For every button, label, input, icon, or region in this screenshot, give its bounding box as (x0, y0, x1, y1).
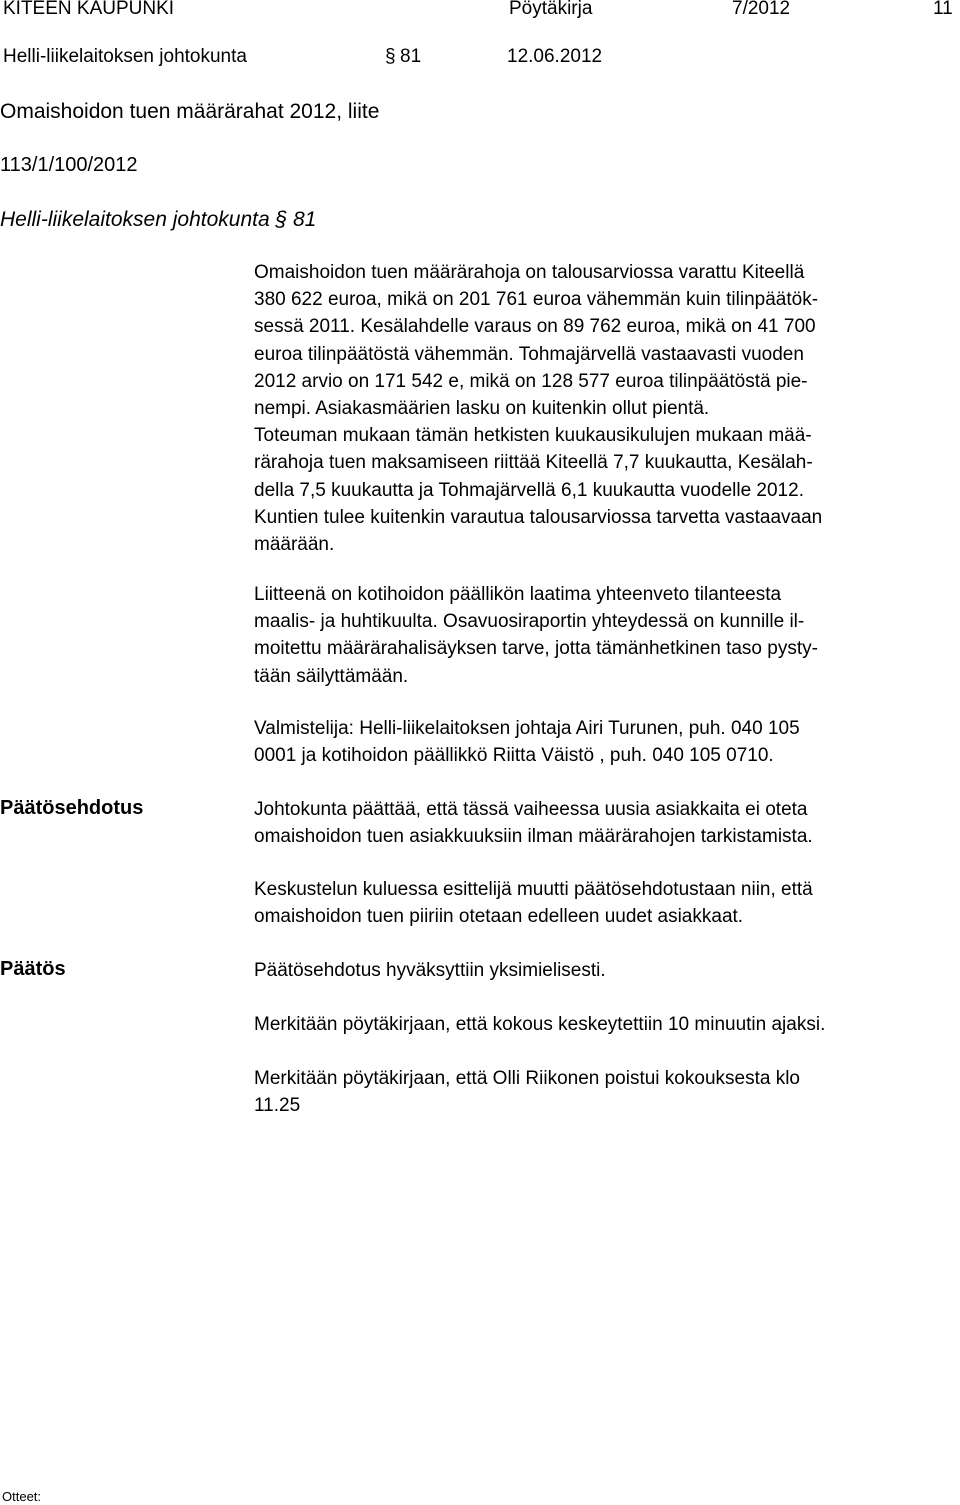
item-title: Omaishoidon tuen määrärahat 2012, liite (0, 100, 380, 123)
text-line: sessä 2011. Kesälahdelle varaus on 89 762 euroa, mikä on 41 700 (254, 316, 816, 338)
text-line: Merkitään pöytäkirjaan, että Olli Riikonen poistui kokouksesta klo (254, 1068, 800, 1089)
doc-type: Pöytäkirja (509, 0, 593, 19)
text-line: Keskustelun kuluessa esittelijä muutti päätösehdotustaan niin, että (254, 879, 813, 900)
paragraph-2 (254, 581, 954, 690)
text-line: Toteuman mukaan tämän hetkisten kuukausikulujen mukaan mää- (254, 425, 812, 447)
text-line: Kuntien tulee kuitenkin varautua talousarviossa tarvetta vastaavaan (254, 506, 823, 528)
text-line: nempi. Asiakasmäärien lasku on kuitenkin ollut pientä. (254, 398, 710, 420)
discussion-text (254, 876, 954, 930)
doc-number: 7/2012 (732, 0, 791, 19)
text-line: 2012 arvio on 171 542 e, mikä on 128 577 euroa tilinpäätöstä pie- (254, 370, 808, 392)
header-board: Helli-liikelaitoksen johtokunta (3, 46, 247, 67)
text-line: Merkitään pöytäkirjaan, että kokous keskeytettiin 10 minuutin ajaksi. (254, 1014, 826, 1035)
text-line: 0001 ja kotihoidon päällikkö Riitta Väistö , puh. 040 105 0710. (254, 745, 774, 767)
paragraph-1 (254, 259, 954, 558)
text-line: tään säilyttämään. (254, 665, 409, 687)
text-line: 380 622 euroa, mikä on 201 761 euroa vähemmän kuin tilinpäätök- (254, 289, 819, 311)
text-line: Päätösehdotus hyväksyttiin yksimielisesti. (254, 960, 606, 981)
item-board-line: Helli-liikelaitoksen johtokunta § 81 (0, 208, 317, 231)
text-line: Liitteenä on kotihoidon päällikön laatima yhteenveto tilanteesta (254, 584, 782, 605)
text-line: omaishoidon tuen asiakkuuksiin ilman määrärahojen tarkistamista. (254, 826, 813, 848)
header-section: 81 (400, 46, 422, 67)
header-date: 12.06.2012 (507, 46, 603, 67)
page-number: 11 (933, 0, 953, 19)
decision-text (254, 957, 954, 984)
item-reference: 113/1/100/2012 (0, 154, 138, 176)
text-line: moitettu määrärahalisäyksen tarve, jotta tämänhetkinen taso pysty- (254, 638, 818, 660)
decision-label: Päätös (0, 958, 66, 980)
proposal-label: Päätösehdotus (0, 797, 144, 819)
text-line: rärahoja tuen maksamiseen riittää Kiteellä 7,7 kuukautta, Kesälah- (254, 452, 813, 474)
footer-otteet: Otteet: (2, 1489, 42, 1504)
text-line: euroa tilinpäätöstä vähemmän. Tohmajärvellä vastaavasti vuoden (254, 343, 804, 365)
header-section-sign: § (385, 46, 396, 67)
text-line: Omaishoidon tuen määrärahoja on talousarviossa varattu Kiteellä (254, 262, 805, 283)
text-line: maalis- ja huhtikuulta. Osavuosiraportin yhteydessä on kunnille il- (254, 611, 805, 633)
text-line: della 7,5 kuukautta ja Tohmajärvellä 6,1 kuukautta vuodelle 2012. (254, 479, 804, 501)
text-line: Valmistelija: Helli-liikelaitoksen johtaja Airi Turunen, puh. 040 105 (254, 718, 800, 739)
text-line: määrään. (254, 534, 335, 556)
text-line: 11.25 (254, 1095, 301, 1117)
org-name: KITEEN KAUPUNKI (3, 0, 175, 19)
proposal-text (254, 796, 954, 850)
preparer-paragraph (254, 715, 954, 769)
decision-note-2 (254, 1065, 954, 1119)
text-line: Johtokunta päättää, että tässä vaiheessa uusia asiakkaita ei oteta (254, 799, 808, 820)
text-line: omaishoidon tuen piiriin otetaan edelleen uudet asiakkaat. (254, 906, 744, 928)
decision-note-1 (254, 1011, 954, 1038)
